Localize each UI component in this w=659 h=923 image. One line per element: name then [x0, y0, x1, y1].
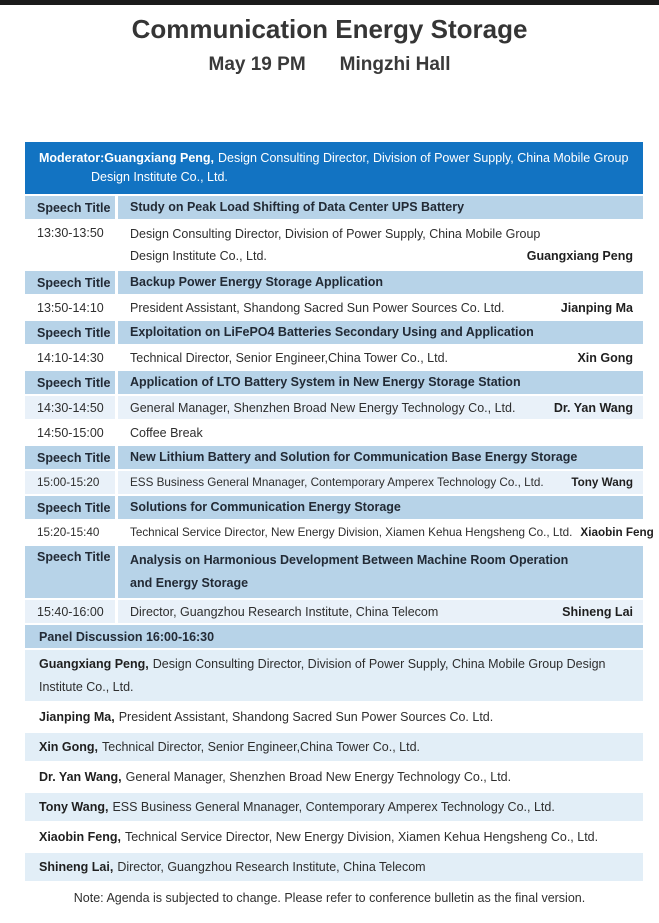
subtitle-date: May 19 PM — [208, 54, 306, 75]
panel-member-desc: Design Consulting Director, Division of Power Supply, China Mobile Group Design — [152, 657, 606, 671]
moderator-line2: Design Institute Co., Ltd. — [91, 170, 228, 184]
panel-member-row — [25, 650, 643, 701]
panel-member-row — [25, 823, 643, 851]
session-row — [25, 600, 643, 623]
agenda-table — [25, 142, 654, 883]
panel-member-desc-line2: Institute Co., Ltd. — [39, 680, 134, 694]
session-row — [25, 296, 643, 319]
subtitle-venue: Mingzhi Hall — [339, 54, 451, 75]
panel-member-row — [25, 853, 643, 881]
speaker-affiliation-line2: Design Institute Co., Ltd. — [130, 249, 267, 263]
panel-header-row — [25, 625, 643, 648]
panel-member-name: Jianping Ma, — [39, 710, 115, 724]
moderator-row — [25, 142, 643, 194]
speech-title-label: Speech Title — [25, 546, 115, 598]
panel-member-name: Dr. Yan Wang, — [39, 770, 122, 784]
break-label: Coffee Break — [130, 425, 203, 440]
speech-title-text: Analysis on Harmonious Development Between Machine Room Operation — [130, 553, 569, 567]
session-row — [25, 521, 654, 544]
speaker-affiliation: ESS Business General Mnanager, Contemporary Amperex Technology Co., Ltd. — [130, 476, 544, 489]
speaker-name: Tony Wang — [571, 476, 633, 489]
moderator-label: Moderator: — [39, 151, 105, 165]
speaker-affiliation: Technical Director, Senior Engineer,China Tower Co., Ltd. — [130, 350, 448, 365]
speech-title-row — [25, 321, 643, 344]
moderator-name: Guangxiang Peng, — [104, 151, 215, 165]
speech-title-text: Application of LTO Battery System in New Energy Storage Station — [130, 375, 521, 389]
footer-note: Note: Agenda is subjected to change. Please refer to conference bulletin as the final version. — [73, 891, 586, 905]
panel-member-name: Shineng Lai, — [39, 860, 114, 874]
panel-member-desc: ESS Business General Mnanager, Contemporary Amperex Technology Co., Ltd. — [112, 800, 555, 814]
panel-header: Panel Discussion 16:00-16:30 — [25, 625, 643, 648]
panel-member-row — [25, 733, 643, 761]
speaker-name: Dr. Yan Wang — [553, 400, 633, 415]
page-title: Communication Energy Storage — [131, 14, 528, 44]
speech-title-label: Speech Title — [25, 371, 115, 394]
speech-title-row — [25, 371, 643, 394]
panel-member-name: Xin Gong, — [39, 740, 99, 754]
session-row — [25, 396, 643, 419]
speaker-name: Guangxiang Peng — [526, 249, 633, 263]
session-row — [25, 221, 643, 269]
time-cell: 13:50-14:10 — [25, 296, 115, 319]
speaker-name: Xiaobin Feng — [580, 526, 654, 539]
time-cell: 15:40-16:00 — [25, 600, 115, 623]
speech-title-label: Speech Title — [25, 446, 115, 469]
speaker-affiliation: Technical Service Director, New Energy Division, Xiamen Kehua Hengsheng Co., Ltd. — [130, 526, 573, 539]
panel-member-row — [25, 703, 643, 731]
panel-member-desc: General Manager, Shenzhen Broad New Energy Technology Co., Ltd. — [125, 770, 512, 784]
speech-title-row — [25, 496, 643, 519]
speaker-affiliation: General Manager, Shenzhen Broad New Energy Technology Co., Ltd. — [130, 400, 516, 415]
speaker-affiliation: Design Consulting Director, Division of Power Supply, China Mobile Group — [130, 227, 541, 241]
time-cell: 15:00-15:20 — [25, 471, 115, 494]
panel-member-desc: Technical Director, Senior Engineer,China Tower Co., Ltd. — [102, 740, 421, 754]
panel-member-row — [25, 763, 643, 791]
speaker-name: Shineng Lai — [562, 604, 633, 619]
speech-title-label: Speech Title — [25, 271, 115, 294]
panel-member-name: Tony Wang, — [39, 800, 109, 814]
speech-title-label: Speech Title — [25, 321, 115, 344]
page-top-edge — [0, 0, 659, 5]
speech-title-text-line2: and Energy Storage — [130, 576, 249, 590]
speech-title-label: Speech Title — [25, 196, 115, 219]
time-cell: 14:30-14:50 — [25, 396, 115, 419]
speech-title-text: Study on Peak Load Shifting of Data Center UPS Battery — [130, 200, 465, 214]
time-cell: 14:10-14:30 — [25, 346, 115, 369]
panel-member-name: Xiaobin Feng, — [39, 830, 121, 844]
time-cell: 13:30-13:50 — [25, 221, 115, 269]
speech-title-label: Speech Title — [25, 496, 115, 519]
speaker-name: Jianping Ma — [560, 300, 633, 315]
session-row — [25, 471, 643, 494]
time-cell: 14:50-15:00 — [25, 421, 115, 444]
panel-member-desc: Technical Service Director, New Energy Division, Xiamen Kehua Hengsheng Co., Ltd. — [124, 830, 599, 844]
page-subtitle — [0, 54, 659, 76]
speech-title-text: New Lithium Battery and Solution for Communication Base Energy Storage — [130, 450, 578, 464]
panel-member-row — [25, 793, 643, 821]
speech-title-row — [25, 446, 643, 469]
speech-title-row — [25, 196, 643, 219]
moderator-title: Design Consulting Director, Division of Power Supply, China Mobile Group — [218, 151, 629, 165]
speaker-affiliation: President Assistant, Shandong Sacred Sun Power Sources Co. Ltd. — [130, 300, 505, 315]
speech-title-row — [25, 546, 643, 598]
speech-title-text: Backup Power Energy Storage Application — [130, 275, 384, 289]
time-cell: 15:20-15:40 — [25, 521, 115, 544]
page-header — [0, 14, 659, 76]
speech-title-row — [25, 271, 643, 294]
panel-member-desc: Director, Guangzhou Research Institute, China Telecom — [117, 860, 426, 874]
speaker-name: Xin Gong — [577, 350, 633, 365]
session-row — [25, 346, 643, 369]
coffee-break-row — [25, 421, 643, 444]
speech-title-text: Solutions for Communication Energy Storage — [130, 500, 401, 514]
panel-member-name: Guangxiang Peng, — [39, 657, 149, 671]
speaker-affiliation: Director, Guangzhou Research Institute, China Telecom — [130, 604, 439, 619]
panel-member-desc: President Assistant, Shandong Sacred Sun Power Sources Co. Ltd. — [118, 710, 494, 724]
speech-title-text: Exploitation on LiFePO4 Batteries Secondary Using and Application — [130, 325, 534, 339]
moderator-line1 — [39, 149, 643, 168]
